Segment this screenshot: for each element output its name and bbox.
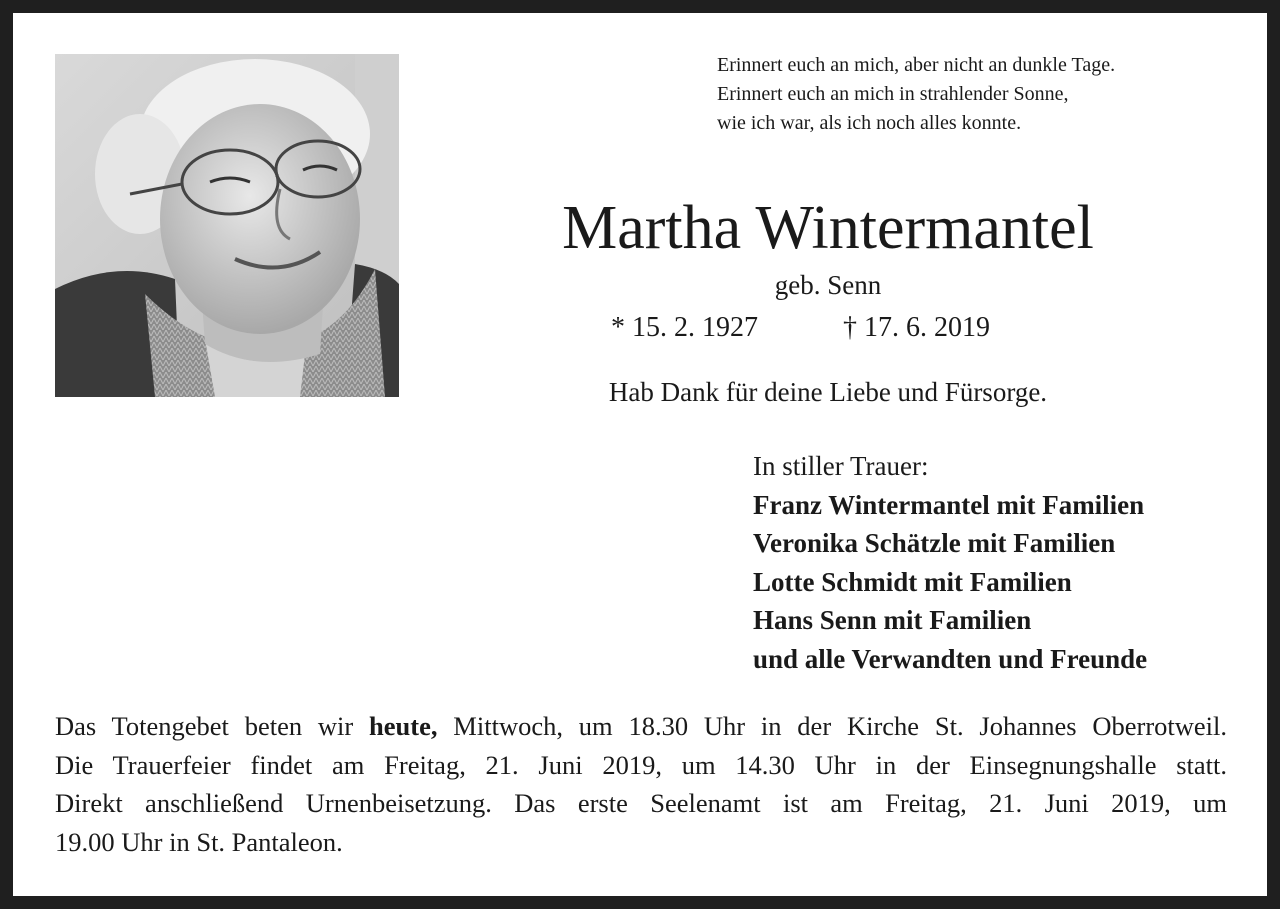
- notice-line: 19.00 Uhr in St. Pantaleon.: [55, 826, 343, 857]
- poem-line: Erinnert euch an mich, aber nicht an dunkle Tage.: [717, 54, 1116, 76]
- mourner: Hans Senn mit Familien: [753, 605, 1032, 636]
- service-notice: [55, 707, 1227, 861]
- maiden-name: geb. Senn: [774, 270, 882, 300]
- mourners-block: [753, 447, 1253, 679]
- notice-text: Mittwoch, um 18.30 Uhr in der Kirche St. Johannes Oberrotweil.: [437, 711, 1228, 741]
- death-date: † 17. 6. 2019: [843, 312, 990, 343]
- obituary-card: [13, 13, 1267, 896]
- mourner: Franz Wintermantel mit Familien: [753, 489, 1145, 520]
- mourning-intro: In stiller Trauer:: [753, 451, 929, 481]
- thanks-line: Hab Dank für deine Liebe und Fürsorge.: [608, 377, 1048, 407]
- notice-line: Die Trauerfeier findet am Freitag, 21. Juni 2019, um 14.30 Uhr in der Einsegnungshalle statt.: [55, 749, 1227, 780]
- birth-date: * 15. 2. 1927: [611, 312, 758, 343]
- poem: [717, 51, 1257, 138]
- mourner: und alle Verwandten und Freunde: [753, 643, 1148, 674]
- poem-line: Erinnert euch an mich in strahlender Sonne,: [717, 83, 1069, 105]
- notice-text: Das Totengebet beten wir: [55, 711, 370, 741]
- notice-emphasis: heute,: [369, 711, 438, 741]
- mourner: Lotte Schmidt mit Familien: [753, 566, 1072, 597]
- notice-line: Direkt anschließend Urnenbeisetzung. Das erste Seelenamt ist am Freitag, 21. Juni 2019, um: [55, 788, 1227, 819]
- notice-line: [55, 707, 1227, 746]
- mourner: Veronika Schätzle mit Familien: [753, 528, 1116, 559]
- deceased-name: Martha Wintermantel: [562, 194, 1094, 262]
- poem-line: wie ich war, als ich noch alles konnte.: [717, 112, 1022, 134]
- portrait-photo: [55, 54, 399, 397]
